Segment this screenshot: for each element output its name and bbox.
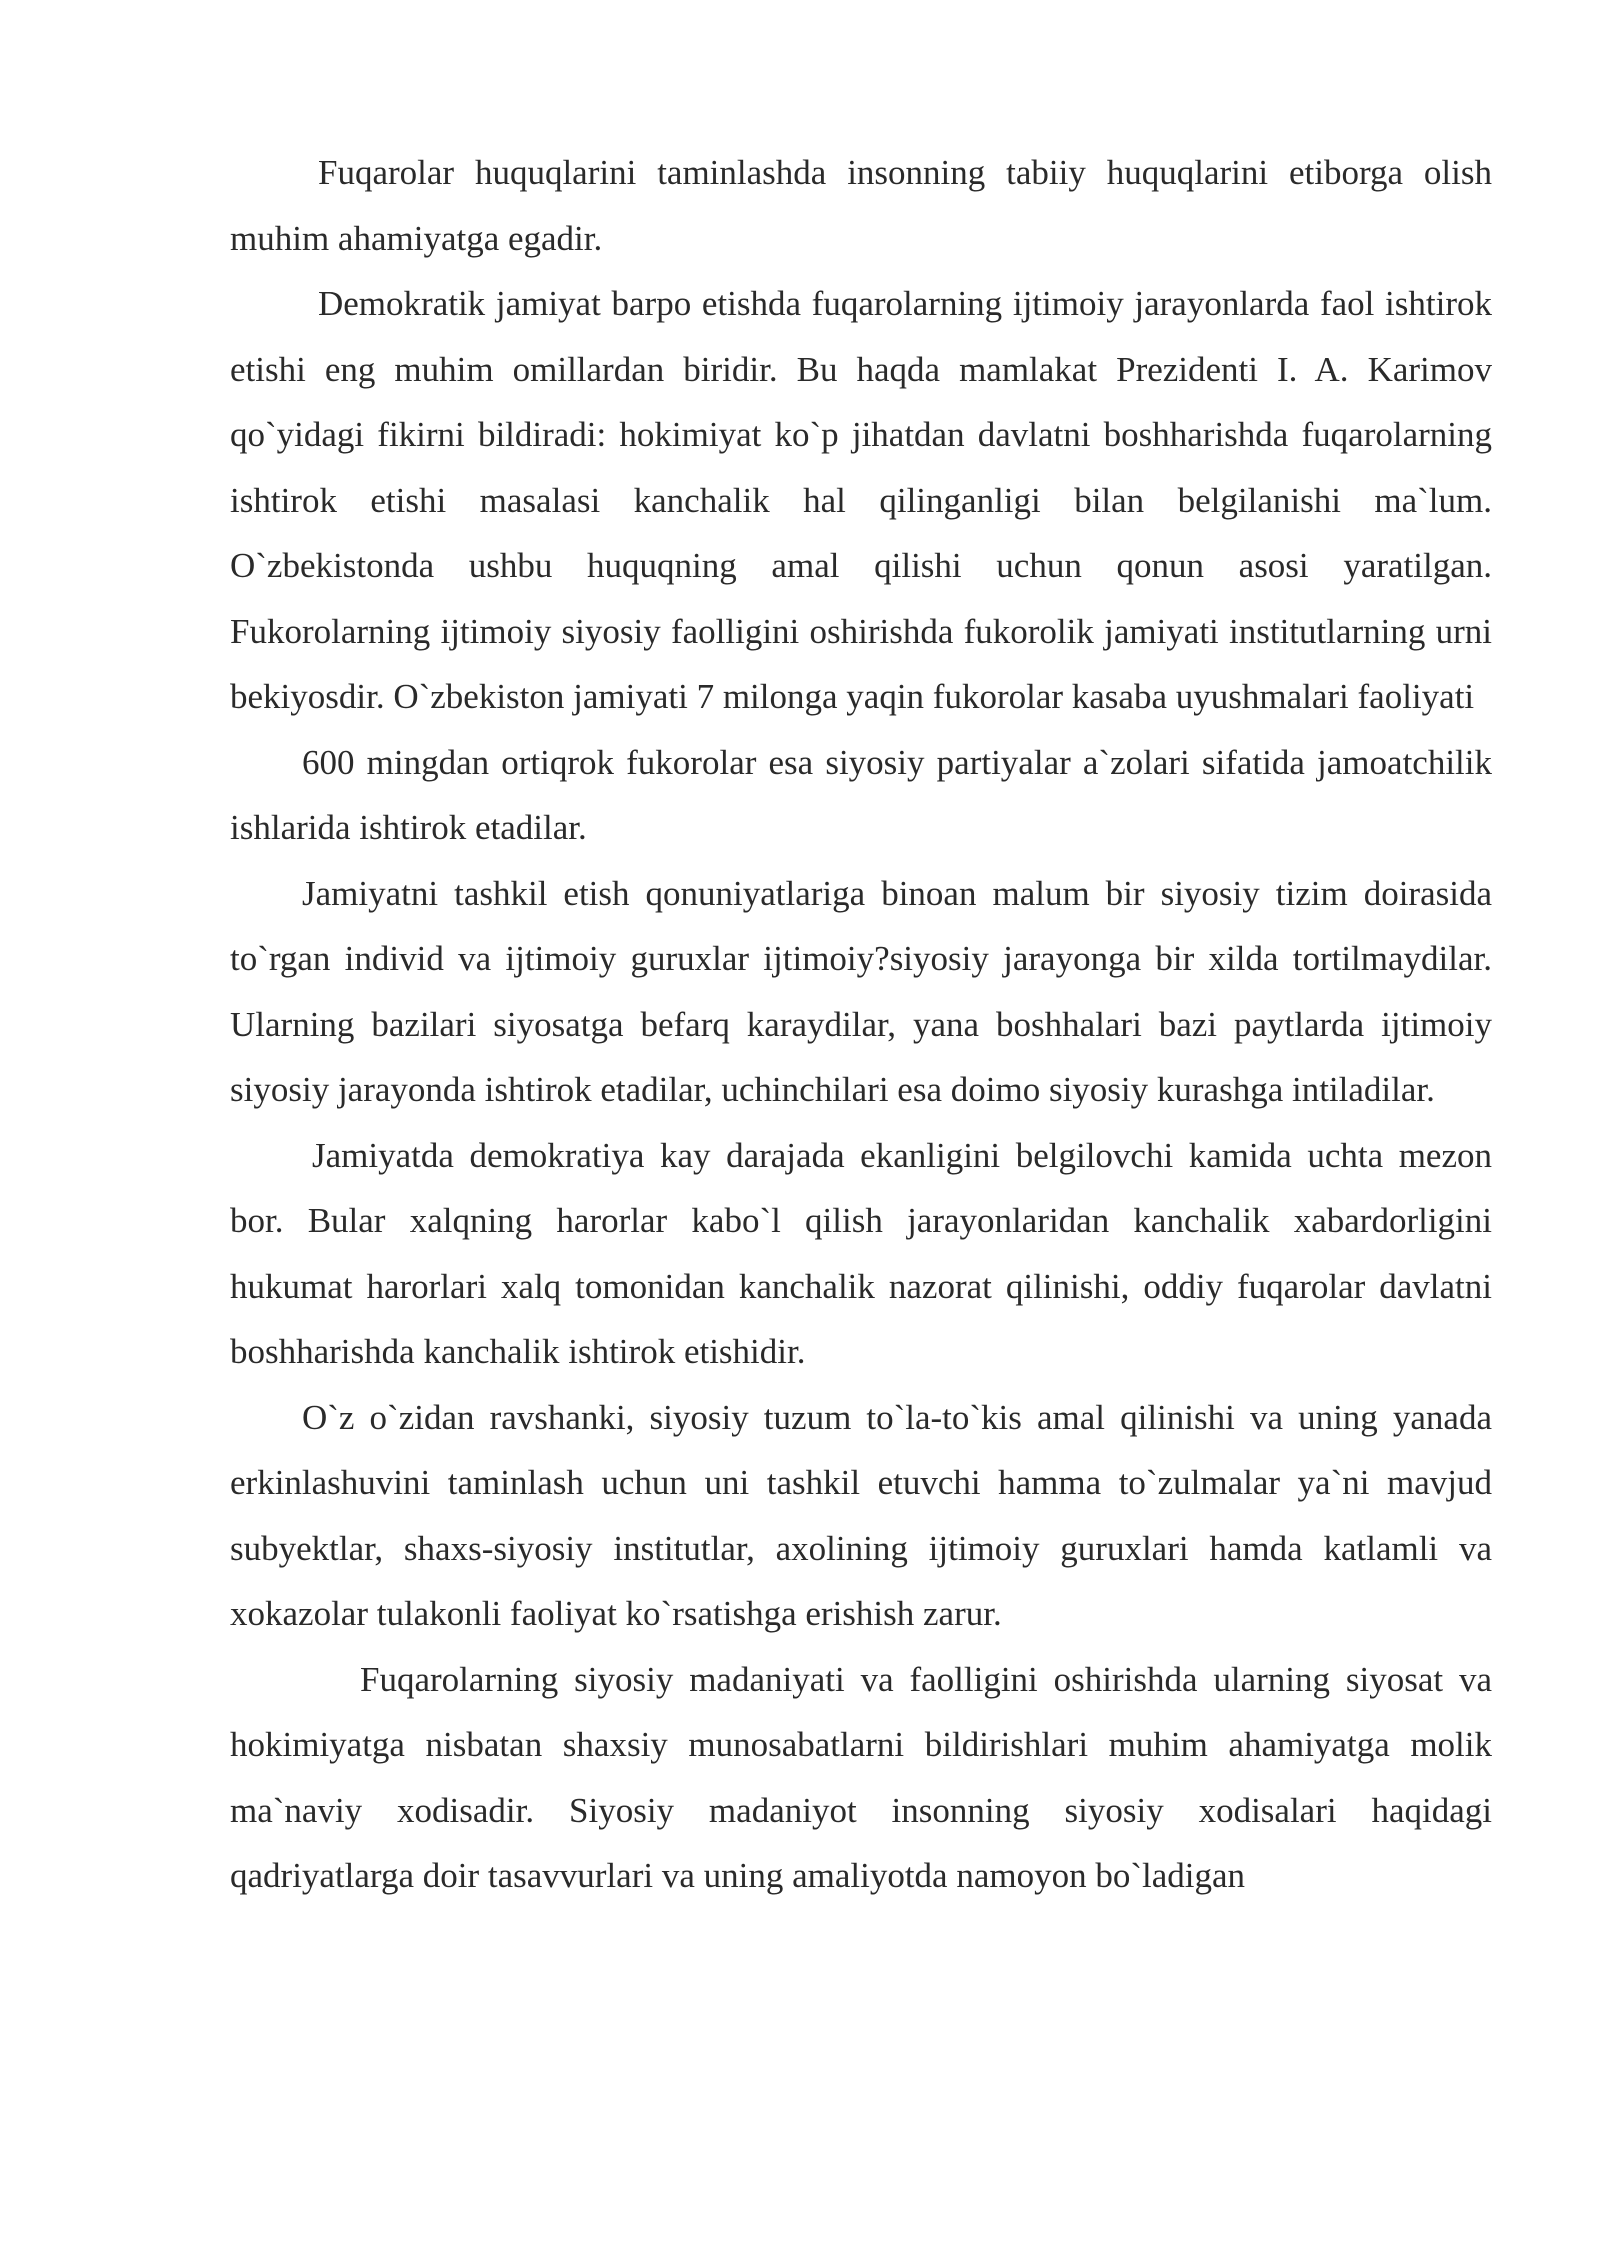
paragraph-5: Jamiyatda demokratiya kay darajada ekanligini belgilovchi kamida uchta mezon bor. Bular xalqning harorlar kabo`l qilish jarayonlaridan kanchalik xabardorligini hukumat harorlari xalq tomonidan kanchalik nazorat qilinishi, oddiy fuqarolar davlatni boshharishda kanchalik ishtirok etishidir. [230,1135,1492,1371]
paragraph-6: O`z o`zidan ravshanki, siyosiy tuzum to`la-to`kis amal qilinishi va uning yanada erkinlashuvini taminlash uchun uni tashkil etuvchi hamma to`zulmalar ya`ni mavjud subyektlar, shaxs-siyosiy institutlar, axolining ijtimoiy guruxlari hamda katlamli va xokazolar tulakonli faoliyat ko`rsatishga erishish zarur. [230,1397,1492,1633]
paragraph-4: Jamiyatni tashkil etish qonuniyatlariga binoan malum bir siyosiy tizim doirasida to`rgan individ va ijtimoiy guruxlar ijtimoiy?siyosiy jarayonga bir xilda tortilmaydilar. Ularning bazilari siyosatga befarq karaydilar, yana boshhalari bazi paytlarda ijtimoiy siyosiy jarayonda ishtirok etadilar, uchinchilari esa doimo siyosiy kurashga intiladilar. [230,873,1492,1109]
paragraph-7: Fuqarolarning siyosiy madaniyati va faolligini oshirishda ularning siyosat va hokimiyatga nisbatan shaxsiy munosabatlarni bildirishlari muhim ahamiyatga molik ma`naviy xodisadir. Siyosiy madaniyot insonning siyosiy xodisalari haqidagi qadriyatlarga doir tasavvurlari va uning amaliyotda namoyon bo`ladigan [230,1659,1492,1895]
document-page [230,140,1492,1909]
paragraph-3: 600 mingdan ortiqrok fukorolar esa siyosiy partiyalar a`zolari sifatida jamoatchilik ishlarida ishtirok etadilar. [230,742,1492,847]
paragraph-2: Demokratik jamiyat barpo etishda fuqarolarning ijtimoiy jarayonlarda faol ishtirok etishi eng muhim omillardan biridir. Bu haqda mamlakat Prezidenti I. A. Karimov qo`yidagi fikirni bildiradi: hokimiyat ko`p jihatdan davlatni boshharishda fuqarolarning ishtirok etishi masalasi kanchalik hal qilinganligi bilan belgilanishi ma`lum. O`zbekistonda ushbu huquqning amal qilishi uchun qonun asosi yaratilgan. Fukorolarning ijtimoiy siyosiy faolligini oshirishda fukorolik jamiyati institutlarning urni bekiyosdir. O`zbekiston jamiyati 7 milonga yaqin fukorolar kasaba uyushmalari faoliyati [230,284,1492,716]
paragraph-1: Fuqarolar huquqlarini taminlashda insonning tabiiy huquqlarini etiborga olish muhim ahamiyatga egadir. [230,153,1492,258]
